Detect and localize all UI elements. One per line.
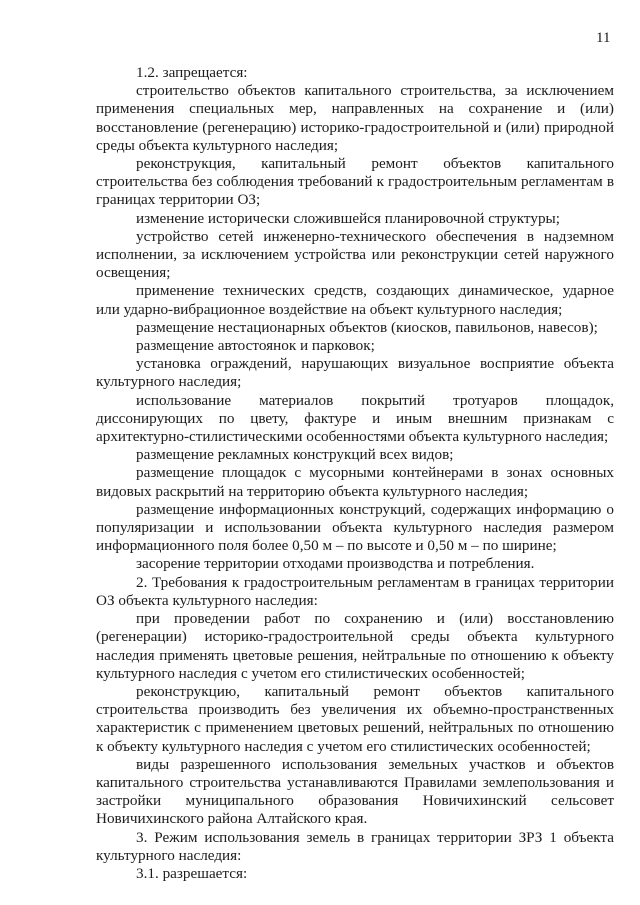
paragraph-prohibition-waste-containers: размещение площадок с мусорными контейнерами в зонах основных видовых раскрытий на территорию объекта культурного наследия; — [96, 464, 614, 500]
document-body — [96, 64, 614, 883]
paragraph-requirement-permitted-use: виды разрешенного использования земельных участков и объектов капитального строительства устанавливаются Правилами землепользования и застройки муниципального образования Новичихинский сельсовет Новичихинского района Алтайского края. — [96, 755, 614, 828]
paragraph-prohibition-parking: размещение автостоянок и парковок; — [136, 337, 375, 355]
paragraph-3-1-heading: 3.1. разрешается: — [136, 864, 248, 882]
paragraph-requirement-reconstruction: реконструкцию, капитальный ремонт объектов капитального строительства производить без увеличения их объемно-пространственных характеристик с применением цветовых решений, нейтральных по отношению к объекту культурного наследия с учетом его стилистических особенностей; — [96, 682, 614, 755]
paragraph-prohibition-planning-structure: изменение исторически сложившейся планировочной структуры; — [136, 209, 560, 227]
paragraph-prohibition-temporary-objects: размещение нестационарных объектов (киосков, павильонов, навесов); — [136, 318, 598, 336]
paragraph-prohibition-info-structures: размещение информационных конструкций, содержащих информацию о популяризации и использовании объекта культурного наследия размером информационного поля более 0,50 м – по высоте и 0,50 м – по ширине; — [96, 500, 614, 555]
paragraph-prohibition-sidewalk-materials: использование материалов покрытий тротуаров площадок, диссонирующих по цвету, фактуре и иным внешним признакам с архитектурно-стилистическими особенностями объекта культурного наследия; — [96, 391, 614, 446]
paragraph-prohibition-advertising: размещение рекламных конструкций всех видов; — [136, 446, 454, 464]
paragraph-prohibition-fences: установка ограждений, нарушающих визуальное восприятие объекта культурного наследия; — [96, 355, 614, 391]
paragraph-2-heading: 2. Требования к градостроительным регламентам в границах территории ОЗ объекта культурного наследия: — [96, 573, 614, 609]
page-number: 11 — [596, 30, 611, 46]
paragraph-prohibition-construction: строительство объектов капитального строительства, за исключением применения специальных мер, направленных на сохранение и (или) восстановление (регенерацию) историко-градостроительной и (или) природной среды объекта культурного наследия; — [96, 82, 614, 154]
paragraph-3-heading: 3. Режим использования земель в границах территории ЗРЗ 1 объекта культурного наследия: — [96, 828, 614, 864]
paragraph-prohibition-reconstruction: реконструкция, капитальный ремонт объектов капитального строительства без соблюдения требований к градостроительным регламентам в границах территории ОЗ; — [96, 155, 614, 209]
paragraph-prohibition-engineering-networks: устройство сетей инженерно-технического обеспечения в надземном исполнении, за исключением устройства или реконструкции сетей наружного освещения; — [96, 227, 614, 282]
paragraph-prohibition-technical-means: применение технических средств, создающих динамическое, ударное или ударно-вибрационное воздействие на объект культурного наследия; — [96, 282, 614, 318]
paragraph-prohibition-littering: засорение территории отходами производства и потребления. — [136, 555, 535, 573]
paragraph-1-2-heading: 1.2. запрещается: — [136, 64, 248, 81]
paragraph-requirement-color-solutions: при проведении работ по сохранению и (или) восстановлению (регенерации) историко-градостроительной среды объекта культурного наследия применять цветовые решения, нейтральные по отношению к объекту культурного наследия с учетом его стилистических особенностей; — [96, 610, 614, 682]
